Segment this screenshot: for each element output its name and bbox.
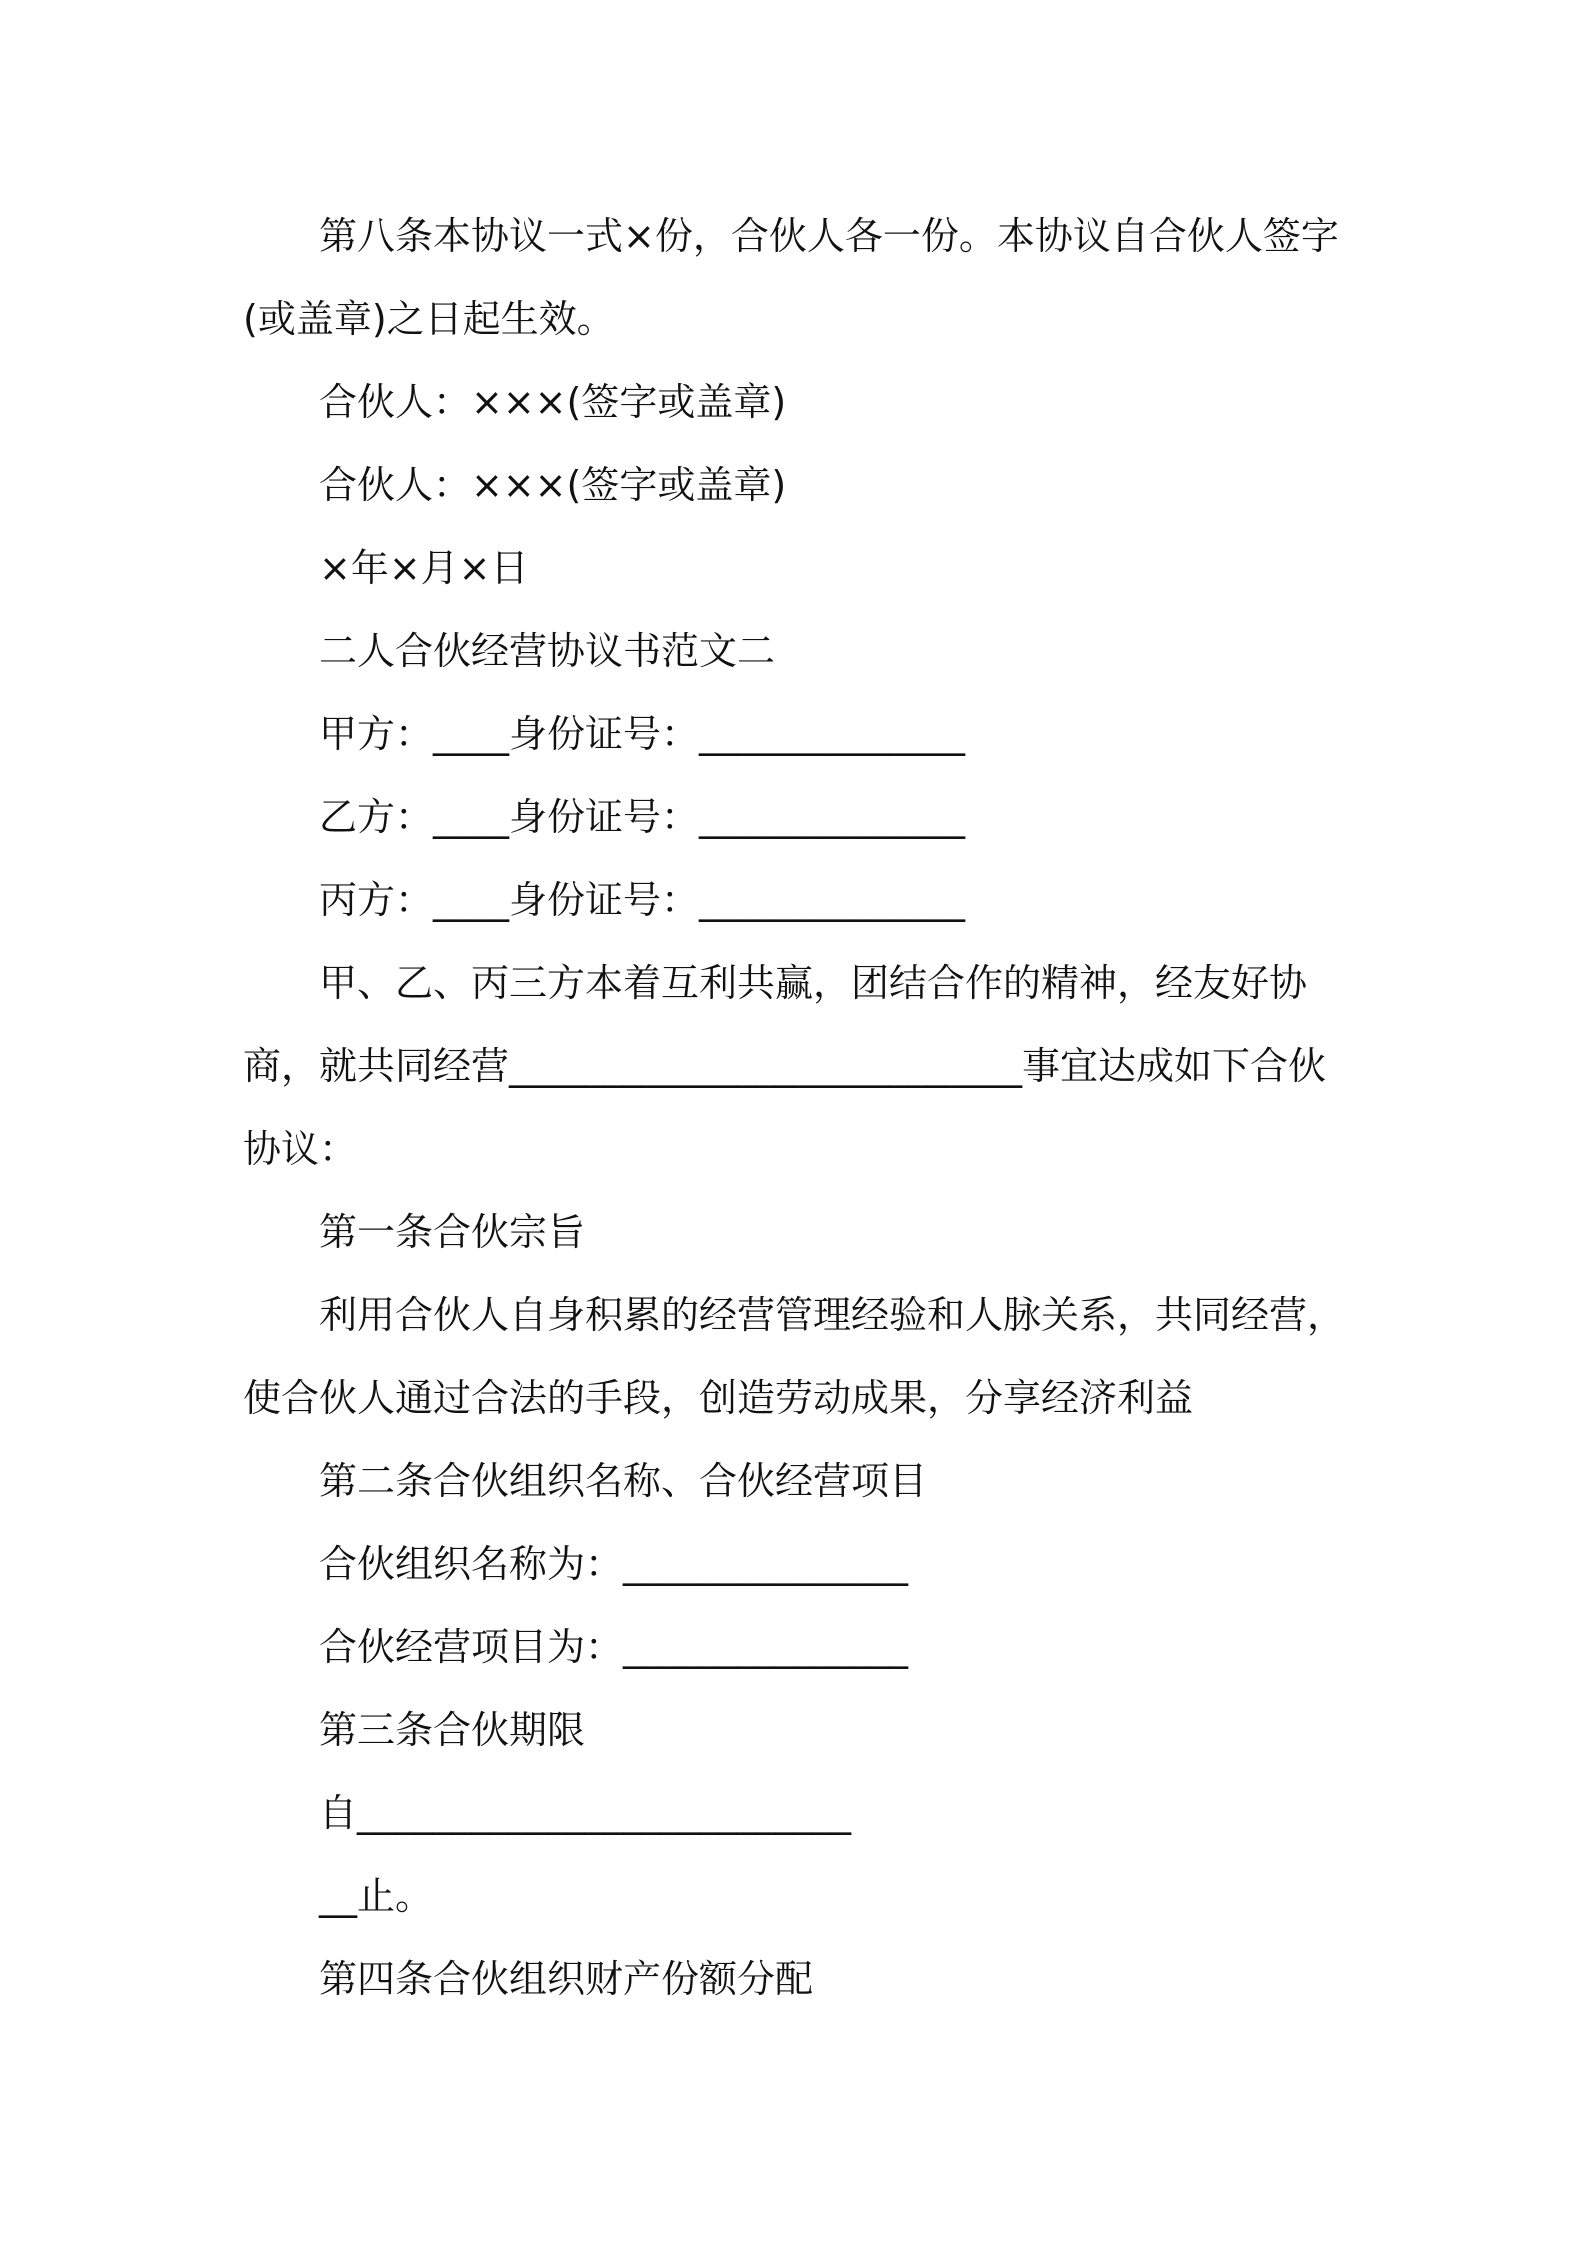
article-8-paragraph: 第八条本协议一式×份，合伙人各一份。本协议自合伙人签字(或盖章)之日起生效。 (243, 214, 1339, 341)
partnership-project-line: 合伙经营项目为：_______________ (319, 1625, 909, 1669)
partner-signature-line-1: 合伙人：×××(签字或盖章) (319, 380, 787, 424)
party-a-line: 甲方：____身份证号：______________ (319, 712, 966, 756)
article-2-heading: 第二条合伙组织名称、合伙经营项目 (319, 1459, 928, 1503)
document-body (243, 195, 1355, 2021)
term-from-line: 自__________________________ (319, 1791, 852, 1835)
section-title: 二人合伙经营协议书范文二 (319, 629, 776, 673)
partner-signature-line-2: 合伙人：×××(签字或盖章) (319, 463, 787, 507)
term-until-line: __止。 (319, 1874, 434, 1918)
partnership-name-line: 合伙组织名称为：_______________ (319, 1542, 909, 1586)
party-c-line: 丙方：____身份证号：______________ (319, 878, 966, 922)
article-1-body: 利用合伙人自身积累的经营管理经验和人脉关系，共同经营，使合伙人通过合法的手段，创造劳动成果，分享经济利益 (243, 1293, 1346, 1420)
preamble-paragraph: 甲、乙、丙三方本着互利共赢，团结合作的精神，经友好协商，就共同经营___________________________事宜达成如下合伙协议： (243, 961, 1327, 1171)
article-3-heading: 第三条合伙期限 (319, 1708, 586, 1752)
party-b-line: 乙方：____身份证号：______________ (319, 795, 966, 839)
article-1-heading: 第一条合伙宗旨 (319, 1210, 586, 1254)
article-4-heading: 第四条合伙组织财产份额分配 (319, 1957, 814, 2001)
signature-date: ×年×月×日 (319, 546, 529, 590)
